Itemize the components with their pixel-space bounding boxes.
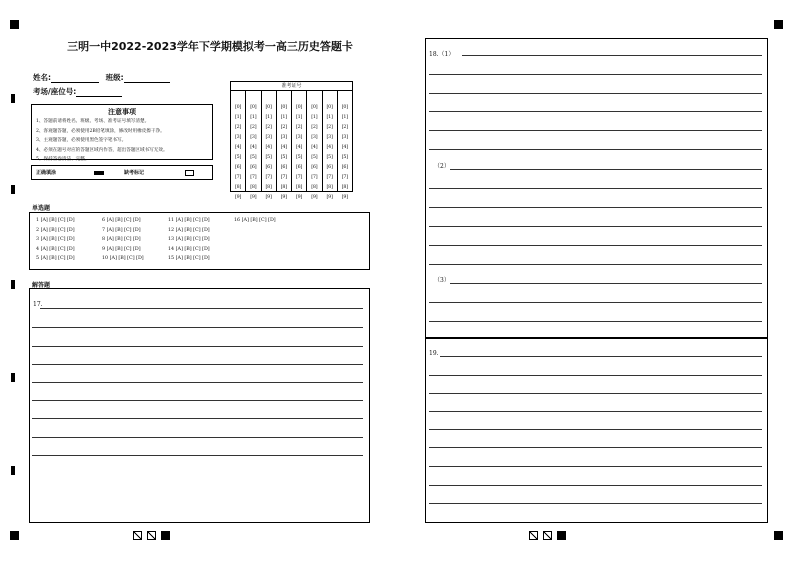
choice-question[interactable]: 8 [A] [B] [C] [D] (102, 237, 141, 243)
answer-line[interactable] (440, 356, 762, 357)
answer-line[interactable] (429, 207, 762, 208)
ticket-digit-bubble[interactable]: [2] (341, 125, 348, 130)
ticket-digit-bubble[interactable]: [9] (235, 195, 242, 200)
seat-field[interactable] (33, 86, 122, 97)
answer-line[interactable] (429, 411, 762, 412)
choice-question[interactable]: 5 [A] [B] [C] [D] (36, 256, 75, 262)
ticket-digit-bubble[interactable]: [7] (311, 175, 318, 180)
page-mark-filled (557, 531, 566, 540)
answer-line[interactable] (429, 130, 762, 131)
ticket-digit-bubble[interactable]: [1] (250, 115, 257, 120)
ticket-digit-bubble[interactable]: [6] (235, 165, 242, 170)
absent-mark-label: 缺考标记 (124, 170, 145, 176)
ticket-digit-bubble[interactable]: [8] (265, 185, 272, 190)
choice-question[interactable]: 2 [A] [B] [C] [D] (36, 227, 75, 233)
ticket-digit-bubble[interactable]: [0] (280, 105, 287, 110)
ticket-digit-bubble[interactable]: [7] (235, 175, 242, 180)
answer-line[interactable] (429, 375, 762, 376)
answer-line[interactable] (429, 264, 762, 265)
ticket-digit-bubble[interactable]: [5] (341, 155, 348, 160)
question-18-part2-label: （2） (434, 163, 450, 170)
ticket-digit-bubble[interactable]: [0] (296, 105, 303, 110)
answer-line[interactable] (429, 226, 762, 227)
answer-line[interactable] (429, 188, 762, 189)
ticket-digit-bubble[interactable]: [9] (326, 195, 333, 200)
timing-mark (11, 373, 15, 382)
ticket-digit-bubble[interactable]: [0] (326, 105, 333, 110)
seat-label: 考场/座位号: (33, 87, 77, 96)
choice-row (36, 235, 369, 245)
answer-line[interactable] (429, 93, 762, 94)
choice-question[interactable]: 16 [A] [B] [C] [D] (234, 218, 276, 223)
ticket-digit-bubble[interactable]: [2] (280, 125, 287, 130)
ticket-digit-bubble[interactable]: [0] (311, 105, 318, 110)
question-17-label: 17. (33, 301, 43, 308)
choice-question[interactable]: 14 [A] [B] [C] [D] (168, 246, 210, 252)
ticket-digit-column (262, 91, 277, 200)
answer-box-19 (425, 338, 768, 523)
ticket-digit-bubble[interactable]: [9] (296, 195, 303, 200)
page-mark-hatched (147, 531, 156, 540)
seat-input-line[interactable] (76, 89, 122, 97)
single-choice-label: 单选题 (32, 205, 51, 212)
ticket-digit-column (277, 91, 292, 200)
ticket-number-box (230, 81, 353, 200)
answer-line[interactable] (32, 346, 363, 347)
notice-item: 5、保持答卷清洁、完整。 (36, 157, 90, 162)
choice-question[interactable]: 15 [A] [B] [C] [D] (168, 256, 210, 262)
ticket-digit-bubble[interactable]: [5] (296, 155, 303, 160)
corner-mark-bottom-left (10, 531, 19, 540)
ticket-digit-bubble[interactable]: [1] (280, 115, 287, 120)
timing-mark (11, 94, 15, 103)
answer-line[interactable] (429, 447, 762, 448)
answer-line[interactable] (429, 74, 762, 75)
ticket-digit-bubble[interactable]: [7] (296, 175, 303, 180)
choice-question[interactable]: 10 [A] [B] [C] [D] (102, 256, 144, 262)
class-input-line[interactable] (124, 75, 170, 83)
question-18-part1-label: 18.（1） (429, 51, 455, 58)
choice-question[interactable]: 13 [A] [B] [C] [D] (168, 237, 210, 243)
answer-line[interactable] (429, 111, 762, 112)
correct-fill-sample (94, 171, 104, 175)
choice-row (36, 226, 369, 236)
ticket-digit-column (323, 91, 338, 200)
ticket-digit-bubble[interactable]: [2] (265, 125, 272, 130)
choice-row (36, 254, 369, 264)
ticket-digit-bubble[interactable]: [6] (280, 165, 287, 170)
ticket-digit-bubble[interactable]: [1] (326, 115, 333, 120)
notice-item: 4、必须在题号对应的答题区域内作答，超出答题区域书写无效。 (36, 147, 168, 153)
timing-mark (11, 466, 15, 475)
question-18-part3-label: （3） (434, 277, 450, 284)
ticket-digit-bubble[interactable]: [1] (296, 115, 303, 120)
ticket-digit-column (231, 91, 246, 200)
choice-question[interactable]: 4 [A] [B] [C] [D] (36, 246, 75, 252)
page-title: 三明一中2022-2023学年下学期模拟考一高三历史答题卡 (67, 40, 353, 53)
ticket-digit-bubble[interactable]: [2] (296, 125, 303, 130)
ticket-digit-bubble[interactable]: [7] (326, 175, 333, 180)
page-mark-filled (161, 531, 170, 540)
answer-line[interactable] (32, 382, 363, 383)
ticket-digit-bubble[interactable]: [9] (311, 195, 318, 200)
absent-mark-checkbox[interactable] (185, 170, 194, 176)
ticket-digit-bubble[interactable]: [5] (280, 155, 287, 160)
ticket-digit-bubble[interactable]: [1] (265, 115, 272, 120)
corner-mark-top-right (774, 20, 783, 29)
ticket-digit-bubble[interactable]: [2] (235, 125, 242, 130)
ticket-title: 准考证号 (231, 82, 352, 91)
ticket-digit-bubble[interactable]: [5] (326, 155, 333, 160)
choice-question[interactable]: 11 [A] [B] [C] [D] (168, 218, 210, 223)
ticket-digit-bubble[interactable]: [8] (235, 185, 242, 190)
ticket-digit-bubble[interactable]: [4] (280, 145, 287, 150)
ticket-digit-bubble[interactable]: [6] (250, 165, 257, 170)
ticket-digit-bubble[interactable]: [3] (250, 135, 257, 140)
answer-line[interactable] (429, 245, 762, 246)
ticket-digit-bubble[interactable]: [5] (235, 155, 242, 160)
name-field[interactable] (33, 72, 170, 83)
choice-row (36, 216, 369, 226)
corner-mark-top-left (10, 20, 19, 29)
answer-line[interactable] (429, 429, 762, 430)
answer-line[interactable] (429, 302, 762, 303)
ticket-digit-bubble[interactable]: [8] (326, 185, 333, 190)
ticket-digit-bubble[interactable]: [3] (265, 135, 272, 140)
choice-question[interactable]: 1 [A] [B] [C] [D] (36, 218, 75, 223)
ticket-digit-bubble[interactable]: [7] (280, 175, 287, 180)
ticket-columns (231, 91, 352, 200)
ticket-digit-bubble[interactable]: [3] (341, 135, 348, 140)
notice-item: 1、答题前请将姓名、班级、考场、准考证号填写清楚。 (36, 119, 150, 124)
answer-line[interactable] (429, 149, 762, 150)
ticket-digit-bubble[interactable]: [2] (311, 125, 318, 130)
ticket-digit-bubble[interactable]: [4] (235, 145, 242, 150)
ticket-digit-bubble[interactable]: [7] (265, 175, 272, 180)
ticket-digit-bubble[interactable]: [9] (250, 195, 257, 200)
ticket-digit-bubble[interactable]: [0] (235, 105, 242, 110)
name-label: 姓名: (33, 73, 51, 82)
ticket-digit-bubble[interactable]: [4] (250, 145, 257, 150)
ticket-digit-bubble[interactable]: [1] (341, 115, 348, 120)
answer-line[interactable] (32, 418, 363, 419)
answer-line[interactable] (32, 400, 363, 401)
ticket-digit-bubble[interactable]: [2] (326, 125, 333, 130)
ticket-digit-bubble[interactable]: [3] (326, 135, 333, 140)
ticket-digit-bubble[interactable]: [8] (250, 185, 257, 190)
ticket-digit-bubble[interactable]: [1] (235, 115, 242, 120)
ticket-digit-bubble[interactable]: [6] (296, 165, 303, 170)
ticket-digit-bubble[interactable]: [8] (341, 185, 348, 190)
answer-line[interactable] (429, 503, 762, 504)
single-choice-box (29, 212, 370, 270)
choice-question[interactable]: 9 [A] [B] [C] [D] (102, 246, 141, 252)
ticket-digit-bubble[interactable]: [4] (326, 145, 333, 150)
ticket-digit-bubble[interactable]: [6] (311, 165, 318, 170)
ticket-digit-bubble[interactable]: [5] (265, 155, 272, 160)
correct-fill-label: 正确填涂 (36, 170, 57, 176)
choice-question[interactable]: 7 [A] [B] [C] [D] (102, 227, 141, 233)
corner-mark-bottom-right (774, 531, 783, 540)
ticket-digit-bubble[interactable]: [1] (311, 115, 318, 120)
choice-question[interactable]: 6 [A] [B] [C] [D] (102, 218, 141, 223)
ticket-digit-bubble[interactable]: [6] (265, 165, 272, 170)
notice-title: 注意事项 (108, 108, 136, 116)
ticket-digit-bubble[interactable]: [4] (265, 145, 272, 150)
ticket-digit-bubble[interactable]: [9] (280, 195, 287, 200)
answer-line[interactable] (429, 393, 762, 394)
ticket-digit-bubble[interactable]: [3] (296, 135, 303, 140)
ticket-digit-column (307, 91, 322, 200)
ticket-digit-bubble[interactable]: [9] (341, 195, 348, 200)
page-mark-hatched (529, 531, 538, 540)
ticket-digit-bubble[interactable]: [4] (296, 145, 303, 150)
answer-line[interactable] (32, 455, 363, 456)
ticket-digit-bubble[interactable]: [5] (250, 155, 257, 160)
fill-example-box (31, 165, 213, 180)
ticket-digit-bubble[interactable]: [0] (265, 105, 272, 110)
ticket-digit-bubble[interactable]: [6] (326, 165, 333, 170)
notice-item: 2、客观题答题，必须使用2B铅笔填涂，修改时用橡皮擦干净。 (36, 128, 165, 134)
ticket-digit-bubble[interactable]: [3] (235, 135, 242, 140)
answer-line[interactable] (32, 327, 363, 328)
ticket-digit-bubble[interactable]: [8] (296, 185, 303, 190)
ticket-digit-column (338, 91, 352, 200)
ticket-digit-bubble[interactable]: [7] (341, 175, 348, 180)
choice-row (36, 245, 369, 255)
ticket-digit-bubble[interactable]: [4] (341, 145, 348, 150)
ticket-digit-bubble[interactable]: [5] (311, 155, 318, 160)
ticket-digit-column (246, 91, 261, 200)
answer-section-label: 解答题 (32, 282, 51, 289)
class-label: 班级: (105, 73, 124, 82)
question-19-label: 19. (429, 350, 439, 357)
timing-mark (11, 280, 15, 289)
notice-box (31, 104, 213, 160)
answer-line[interactable] (429, 321, 762, 322)
page-mark-hatched (133, 531, 142, 540)
page-mark-hatched (543, 531, 552, 540)
ticket-digit-bubble[interactable]: [3] (280, 135, 287, 140)
ticket-digit-bubble[interactable]: [0] (341, 105, 348, 110)
choice-question[interactable]: 3 [A] [B] [C] [D] (36, 237, 75, 243)
ticket-digit-bubble[interactable]: [8] (280, 185, 287, 190)
ticket-digit-bubble[interactable]: [3] (311, 135, 318, 140)
ticket-digit-bubble[interactable]: [7] (250, 175, 257, 180)
answer-line[interactable] (40, 308, 363, 309)
answer-line[interactable] (462, 55, 762, 56)
ticket-digit-bubble[interactable]: [0] (250, 105, 257, 110)
answer-line[interactable] (429, 466, 762, 467)
answer-line[interactable] (450, 169, 762, 170)
choice-question[interactable]: 12 [A] [B] [C] [D] (168, 227, 210, 233)
ticket-digit-bubble[interactable]: [9] (265, 195, 272, 200)
answer-line[interactable] (32, 364, 363, 365)
ticket-digit-bubble[interactable]: [8] (311, 185, 318, 190)
notice-item: 3、主观题答题，必须使用黑色签字笔书写。 (36, 138, 127, 143)
ticket-digit-bubble[interactable]: [6] (341, 165, 348, 170)
answer-line[interactable] (429, 485, 762, 486)
timing-mark (11, 185, 15, 194)
name-input-line[interactable] (51, 75, 99, 83)
ticket-digit-column (292, 91, 307, 200)
answer-line[interactable] (32, 437, 363, 438)
ticket-digit-bubble[interactable]: [4] (311, 145, 318, 150)
ticket-digit-bubble[interactable]: [2] (250, 125, 257, 130)
answer-box-17 (29, 288, 370, 523)
answer-line[interactable] (450, 283, 762, 284)
